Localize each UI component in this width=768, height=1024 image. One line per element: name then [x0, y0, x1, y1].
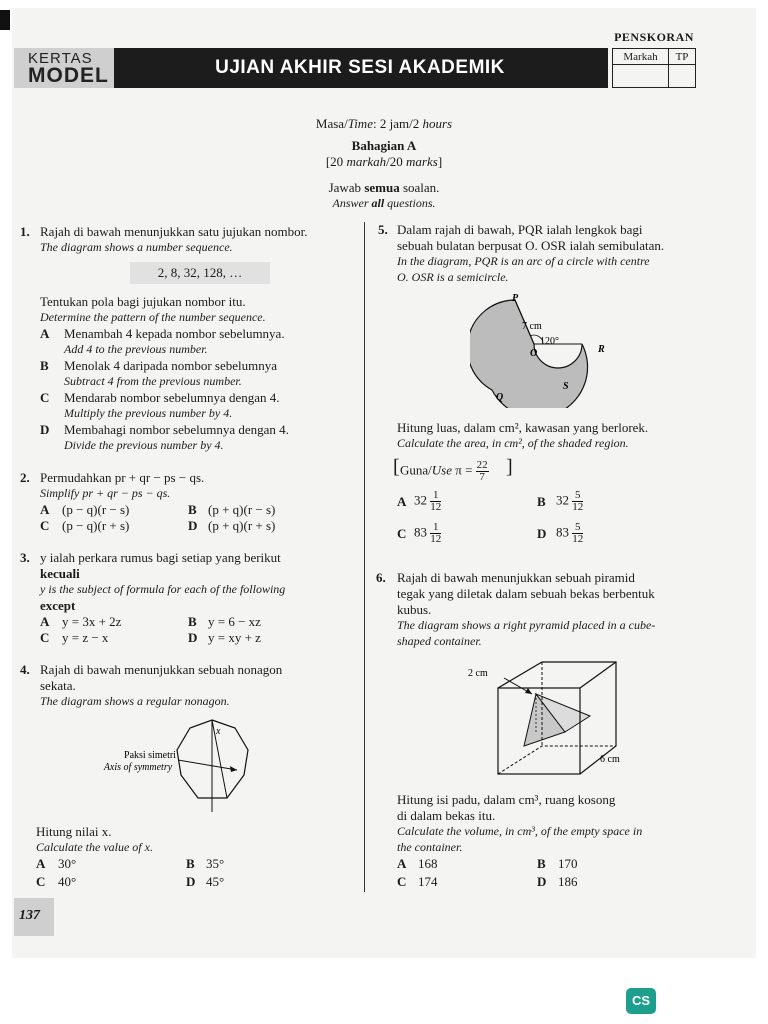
q3-text-en: y is the subject of formula for each of the following — [40, 582, 286, 596]
score-label: PENSKORAN — [614, 30, 694, 44]
q1-option-d-ms[interactable]: Membahagi nombor sebelumnya dengan 4. — [64, 422, 289, 437]
q5-prompt-en: Calculate the area, in cm², of the shaded region. — [397, 436, 629, 450]
q5-option-b-value[interactable] — [556, 490, 583, 513]
q6-option-b-letter[interactable]: B — [537, 856, 546, 871]
use-en: Use — [431, 462, 452, 478]
binding-mark — [0, 10, 10, 30]
q4-number: 4. — [20, 662, 30, 677]
q6-option-b-text[interactable]: 170 — [558, 856, 578, 871]
time-line — [0, 116, 768, 132]
q4-option-a-text[interactable]: 30° — [58, 856, 77, 871]
q5-a-frac — [430, 490, 441, 513]
time-ms: Masa/ — [315, 116, 348, 131]
q2-option-a-text[interactable]: (p − q)(r − s) — [62, 502, 130, 517]
label-angle: 120° — [540, 336, 559, 347]
q2-text-en: Simplify pr + qr − ps − qs. — [40, 486, 171, 500]
exam-title: UJIAN AKHIR SESI AKADEMIK — [215, 57, 505, 78]
q2-option-d-letter[interactable]: D — [188, 518, 198, 533]
label-r: R — [598, 344, 605, 355]
q1-option-d-letter[interactable]: D — [40, 422, 50, 437]
label-radius: 7 cm — [522, 321, 542, 332]
column-divider — [364, 222, 365, 892]
label-o: O — [530, 348, 538, 359]
q5-option-a-value[interactable] — [414, 490, 441, 513]
arrow-head-icon — [230, 766, 237, 772]
q4-text-ms-2: sekata. — [40, 678, 76, 693]
q5-text-ms-1: Dalam rajah di bawah, PQR ialah lengkok bagi — [397, 222, 643, 237]
q4-option-a-letter[interactable]: A — [36, 856, 46, 871]
q6-text-en-1: The diagram shows a right pyramid placed in a cube- — [397, 618, 656, 632]
tag-line-1: KERTAS — [28, 50, 93, 67]
q2-option-b-text[interactable]: (p + q)(r − s) — [208, 502, 276, 517]
q3-option-a-letter[interactable]: A — [40, 614, 50, 629]
page-number: 137 — [19, 908, 40, 923]
q5-d-den: 12 — [572, 533, 584, 545]
instruction-en — [0, 196, 768, 211]
axis-pointer-arrow — [178, 760, 237, 770]
time-en: Time — [347, 116, 373, 131]
q5-d-frac — [572, 522, 583, 545]
instr-ms-3: soalan. — [399, 180, 440, 195]
label-2cm: 2 cm — [468, 668, 488, 679]
pi-num: 22 — [476, 459, 488, 471]
use-ms: Guna/ — [400, 462, 432, 478]
q3-option-a-text[interactable]: y = 3x + 2z — [62, 614, 122, 629]
label-p: P — [512, 293, 519, 304]
q1-option-b-en: Subtract 4 from the previous number. — [64, 374, 242, 388]
time-unit-en: hours — [422, 116, 453, 131]
q5-text-ms-2: sebuah bulatan berpusat O. OSR ialah semibulatan. — [397, 238, 665, 253]
q3-option-c-text[interactable]: y = z − x — [62, 630, 109, 645]
time-value: : 2 jam/2 — [372, 116, 423, 131]
pi-fraction — [476, 460, 489, 483]
marks-en: marks — [406, 154, 438, 169]
q5-a-num: 1 — [430, 490, 441, 502]
label-6cm: 6 cm — [600, 754, 620, 765]
q5-number: 5. — [378, 222, 388, 237]
use-bracket-open: [ — [393, 456, 400, 478]
q6-option-a-letter[interactable]: A — [397, 856, 407, 871]
q5-use-note — [400, 460, 489, 483]
q3-number: 3. — [20, 550, 30, 565]
score-box — [612, 48, 696, 88]
q2-option-b-letter[interactable]: B — [188, 502, 197, 517]
nonagon-diagram — [90, 712, 310, 828]
instr-ms-2: semua — [364, 180, 400, 195]
q5-option-d-letter[interactable]: D — [537, 526, 547, 541]
q3-option-b-letter[interactable]: B — [188, 614, 197, 629]
q2-option-c-letter[interactable]: C — [40, 518, 50, 533]
q5-b-whole: 32 — [556, 492, 569, 508]
score-divider — [668, 65, 669, 87]
q1-number: 1. — [20, 224, 30, 239]
q4-text-en: The diagram shows a regular nonagon. — [40, 694, 230, 708]
q1-option-c-letter[interactable]: C — [40, 390, 50, 405]
q5-b-num: 5 — [572, 490, 583, 502]
q4-option-b-letter[interactable]: B — [186, 856, 195, 871]
q5-c-num: 1 — [430, 522, 441, 534]
q4-option-d-letter[interactable]: D — [186, 874, 196, 889]
q3-option-d-letter[interactable]: D — [188, 630, 198, 645]
q6-text-ms-3: kubus. — [397, 602, 432, 617]
q1-option-c-en: Multiply the previous number by 4. — [64, 406, 233, 420]
q5-c-whole: 83 — [414, 524, 427, 540]
q6-prompt-ms-1: Hitung isi padu, dalam cm³, ruang kosong — [397, 792, 616, 807]
q5-option-c-value[interactable] — [414, 522, 441, 545]
q3-option-c-letter[interactable]: C — [40, 630, 50, 645]
instr-en-2: all — [371, 196, 385, 210]
q4-prompt-ms: Hitung nilai x. — [36, 824, 112, 839]
q3-text-ms: y ialah perkara rumus bagi setiap yang berikut — [40, 550, 281, 565]
axis-label-ms: Paksi simetri — [124, 750, 176, 761]
paper-type-tag — [14, 48, 114, 88]
q6-prompt-en-2: the container. — [397, 840, 463, 854]
q6-prompt-ms-2: di dalam bekas itu. — [397, 808, 496, 823]
q1-text-ms: Rajah di bawah menunjukkan satu jujukan nombor. — [40, 224, 308, 239]
q1-option-d-en: Divide the previous number by 4. — [64, 438, 224, 452]
q5-option-c-letter[interactable]: C — [397, 526, 407, 541]
section-title: Bahagian A — [351, 138, 417, 153]
marks-post: ] — [437, 154, 443, 169]
q3-option-d-text[interactable]: y = xy + z — [208, 630, 261, 645]
q6-text-ms-1: Rajah di bawah menunjukkan sebuah piramid — [397, 570, 635, 585]
instruction-ms — [0, 180, 768, 196]
q1-option-a-en: Add 4 to the previous number. — [64, 342, 208, 356]
instr-en-3: questions. — [384, 196, 436, 210]
q3-except: except — [40, 598, 76, 613]
q2-option-c-text[interactable]: (p − q)(r + s) — [62, 518, 130, 533]
q1-option-a-letter[interactable]: A — [40, 326, 50, 341]
q6-option-c-text[interactable]: 174 — [418, 874, 438, 889]
q2-text-ms: Permudahkan pr + qr − ps − qs. — [40, 470, 205, 485]
use-bracket-close: ] — [506, 456, 513, 478]
q4-option-b-text[interactable]: 35° — [206, 856, 225, 871]
q5-c-frac — [430, 522, 441, 545]
q5-option-d-value[interactable] — [556, 522, 583, 545]
q6-option-d-text[interactable]: 186 — [558, 874, 578, 889]
instr-en-1: Answer — [332, 196, 372, 210]
pyramid-cube-diagram — [460, 656, 640, 782]
marks-line — [0, 154, 768, 170]
q5-b-frac — [572, 490, 583, 513]
q5-option-b-letter[interactable]: B — [537, 494, 546, 509]
q6-number: 6. — [376, 570, 386, 585]
q5-text-en-1: In the diagram, PQR is an arc of a circle with centre — [397, 254, 650, 268]
q6-option-c-letter[interactable]: C — [397, 874, 407, 889]
use-pi: π = — [455, 462, 473, 478]
q6-text-en-2: shaped container. — [397, 634, 482, 648]
q1-option-c-ms[interactable]: Mendarab nombor sebelumnya dengan 4. — [64, 390, 280, 405]
q6-text-ms-2: tegak yang diletak dalam sebuah bekas berbentuk — [397, 586, 655, 601]
circle-arc-diagram — [470, 292, 620, 408]
q2-option-d-text[interactable]: (p + q)(r + s) — [208, 518, 276, 533]
pi-den: 7 — [479, 471, 485, 483]
marks-ms: markah — [346, 154, 387, 169]
q1-prompt-ms: Tentukan pola bagi jujukan nombor itu. — [40, 294, 246, 309]
nonagon-angle-x: x — [216, 726, 221, 737]
marks-pre: [20 — [325, 154, 347, 169]
label-q: Q — [496, 392, 504, 403]
score-col-markah: Markah — [613, 49, 669, 65]
q6-prompt-en-1: Calculate the volume, in cm³, of the empty space in — [397, 824, 643, 838]
q2-option-a-letter[interactable]: A — [40, 502, 50, 517]
q5-prompt-ms: Hitung luas, dalam cm², kawasan yang berlorek. — [397, 420, 649, 435]
q4-option-d-text[interactable]: 45° — [206, 874, 225, 889]
q3-option-b-text[interactable]: y = 6 − xz — [208, 614, 261, 629]
score-col-tp: TP — [669, 49, 695, 65]
q5-d-whole: 83 — [556, 524, 569, 540]
q1-option-b-letter[interactable]: B — [40, 358, 49, 373]
page-number-tab — [14, 898, 54, 936]
q5-a-whole: 32 — [414, 492, 427, 508]
q4-option-c-text[interactable]: 40° — [58, 874, 77, 889]
q4-text-ms-1: Rajah di bawah menunjukkan sebuah nonagon — [40, 662, 283, 677]
cube-top-edge — [580, 662, 616, 688]
label-s: S — [563, 381, 569, 392]
q6-option-d-letter[interactable]: D — [537, 874, 547, 889]
q5-a-den: 12 — [430, 501, 442, 513]
q1-sequence: 2, 8, 32, 128, … — [130, 262, 270, 284]
q1-text-en: The diagram shows a number sequence. — [40, 240, 233, 254]
tag-line-2: MODEL — [28, 64, 109, 87]
q5-option-a-letter[interactable]: A — [397, 494, 407, 509]
q1-option-a-ms[interactable]: Menambah 4 kepada nombor sebelumnya. — [64, 326, 285, 341]
q4-prompt-en: Calculate the value of x. — [36, 840, 153, 854]
q5-text-en-2: O. OSR is a semicircle. — [397, 270, 509, 284]
q4-option-c-letter[interactable]: C — [36, 874, 46, 889]
q2-number: 2. — [20, 470, 30, 485]
axis-label-en: Axis of symmetry — [103, 762, 173, 773]
q6-option-a-text[interactable]: 168 — [418, 856, 438, 871]
q5-d-num: 5 — [572, 522, 583, 534]
q3-kecuali: kecuali — [40, 566, 80, 581]
q1-prompt-en: Determine the pattern of the number sequence. — [40, 310, 266, 324]
q5-b-den: 12 — [572, 501, 584, 513]
q5-c-den: 12 — [430, 533, 442, 545]
camscanner-logo: CS — [626, 988, 656, 1014]
marks-mid: /20 — [386, 154, 407, 169]
instr-ms-1: Jawab — [328, 180, 365, 195]
q1-option-b-ms[interactable]: Menolak 4 daripada nombor sebelumnya — [64, 358, 277, 373]
shaded-region — [470, 300, 588, 408]
